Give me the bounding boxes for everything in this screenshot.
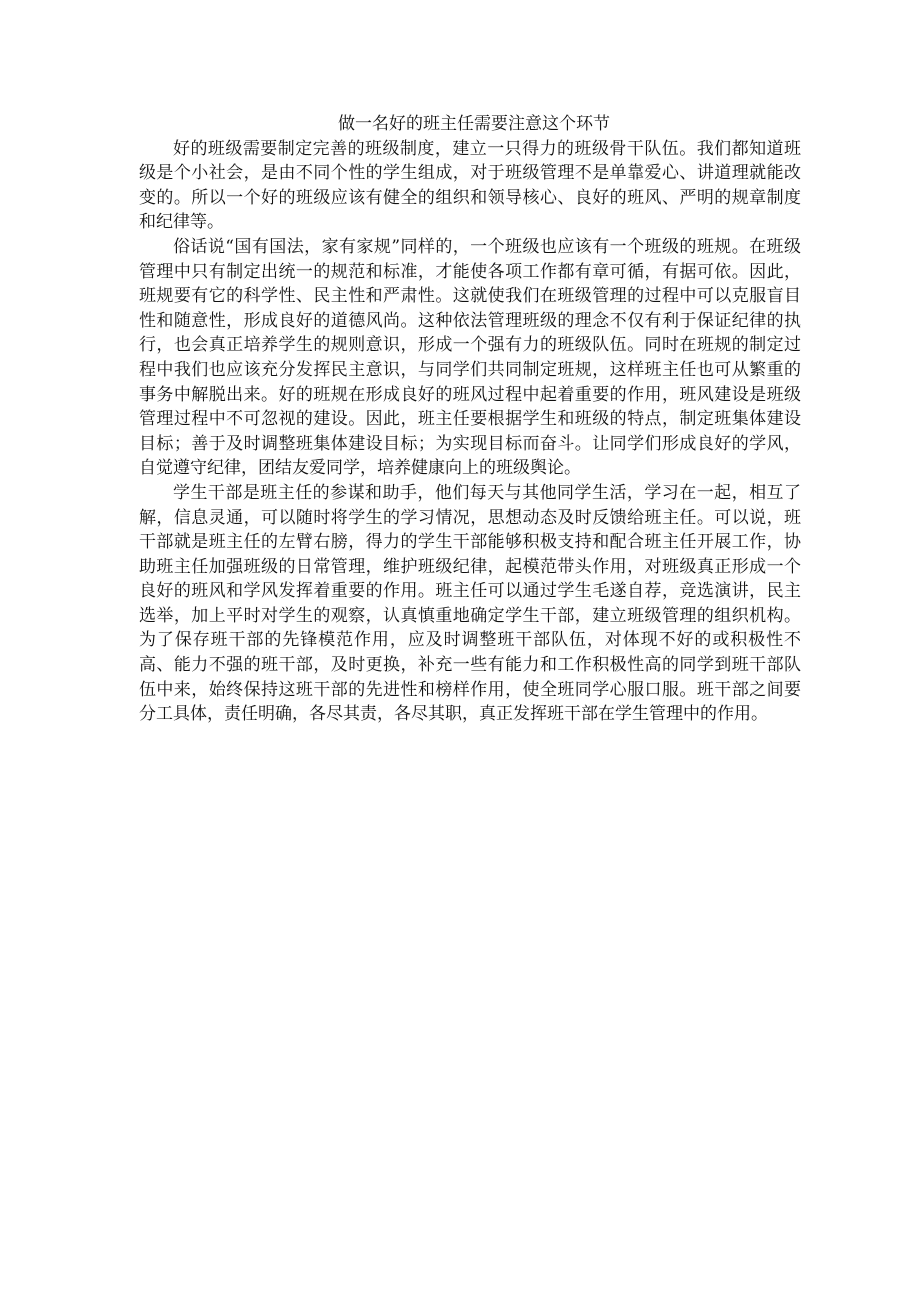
document-title: 做一名好的班主任需要注意这个环节: [338, 114, 610, 134]
paragraph-3: 学生干部是班主任的参谋和助手，他们每天与其他同学生活，学习在一起，相互了解，信息灵通，可以随时将学生的学习情况，思想动态及时反馈给班主任。可以说，班干部就是班主任的左臂右膀，得力的学生干部能够积极支持和配合班主任开展工作，协助班主任加强班级的日常管理，维护班级纪律，起模范带头作用，对班级真正形成一个良好的班风和学风发挥着重要的作用。班主任可以通过学生毛遂自荐，竞选演讲，民主选举，加上平时对学生的观察，认真慎重地确定学生干部，建立班级管理的组织机构。为了保存班干部的先锋模范作用，应及时调整班干部队伍，对体现不好的或积极性不高、能力不强的班干部，及时更换，补充一些有能力和工作积极性高的同学到班干部队伍中来，始终保持这班干部的先进性和榜样作用，使全班同学心服口服。班干部之间要分工具体，责任明确，各尽其责，各尽其职，真正发挥班干部在学生管理中的作用。: [139, 482, 801, 725]
document-body: [139, 112, 801, 727]
paragraph-2: 俗话说“国有国法，家有家规”同样的，一个班级也应该有一个班级的班规。在班级管理中只有制定出统一的规范和标准，才能使各项工作都有章可循，有据可依。因此，班规要有它的科学性、民主性和严肃性。这就使我们在班级管理的过程中可以克服盲目性和随意性，形成良好的道德风尚。这种依法管理班级的理念不仅有利于保证纪律的执行，也会真正培养学生的规则意识，形成一个强有力的班级队伍。同时在班规的制定过程中我们也应该充分发挥民主意识，与同学们共同制定班规，这样班主任也可从繁重的事务中解脱出来。好的班规在形成良好的班风过程中起着重要的作用，班风建设是班级管理过程中不可忽视的建设。因此，班主任要根据学生和班级的特点，制定班集体建设目标；善于及时调整班集体建设目标；为实现目标而奋斗。让同学们形成良好的学风，自觉遵守纪律，团结友爱同学，培养健康向上的班级舆论。: [139, 236, 801, 479]
paragraph-1: 好的班级需要制定完善的班级制度，建立一只得力的班级骨干队伍。我们都知道班级是个小社会，是由不同个性的学生组成，对于班级管理不是单靠爱心、讲道理就能改变的。所以一个好的班级应该有健全的组织和领导核心、良好的班风、严明的规章制度和纪律等。: [139, 138, 801, 233]
